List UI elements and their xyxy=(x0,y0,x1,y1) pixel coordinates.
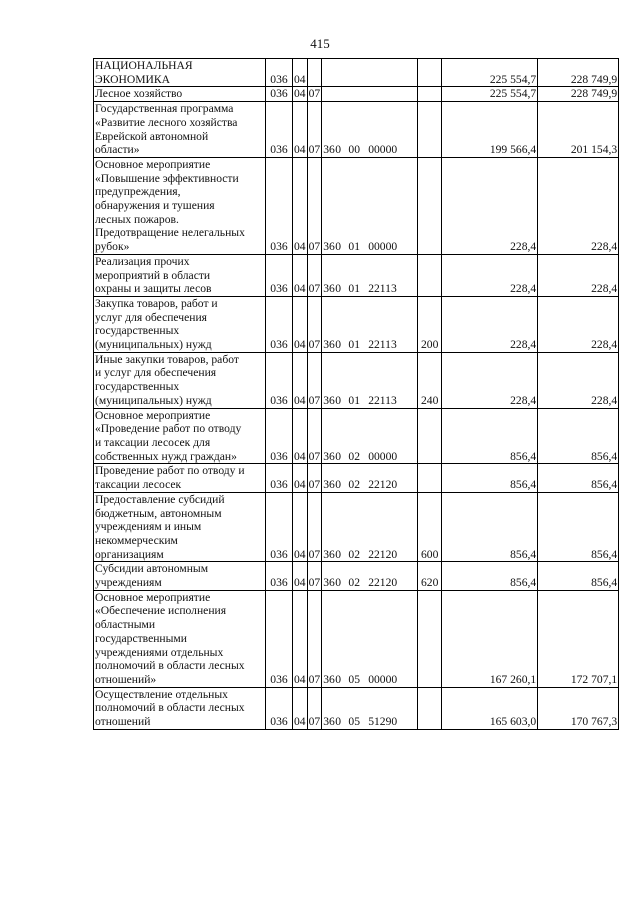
row-amount-year2: 172 707,1 xyxy=(538,590,619,687)
row-name-line: отношений» xyxy=(95,672,157,686)
target-article-part: 36 xyxy=(323,338,335,352)
row-name-line: государственных xyxy=(95,380,180,394)
row-target-article-code xyxy=(322,408,418,464)
row-name xyxy=(94,87,266,102)
row-grbs-code: 036 xyxy=(266,464,293,492)
row-amount-year2: 228,4 xyxy=(538,352,619,408)
target-article-part: 0 xyxy=(335,576,342,590)
table-row xyxy=(94,590,619,687)
target-article-part: 00000 xyxy=(368,672,398,686)
row-amount-year2: 228,4 xyxy=(538,296,619,352)
target-article-part: 01 xyxy=(348,338,360,352)
target-article-part: 00 xyxy=(348,143,360,157)
target-article-part: 0 xyxy=(335,715,342,729)
row-section-code: 04 xyxy=(294,87,306,101)
row-name-line: НАЦИОНАЛЬНАЯ xyxy=(95,59,193,72)
row-target-article-code xyxy=(322,254,418,296)
row-grbs-code: 036 xyxy=(266,296,293,352)
row-amount-year2: 856,4 xyxy=(538,562,619,590)
row-expense-type-code xyxy=(418,59,442,87)
target-article-part: 22120 xyxy=(368,478,398,492)
target-article-part: 36 xyxy=(323,478,335,492)
row-amount-year1: 856,4 xyxy=(442,492,538,562)
row-target-article-code xyxy=(322,296,418,352)
table-row xyxy=(94,352,619,408)
row-expense-type-code xyxy=(418,408,442,464)
row-name-line: лесных пожаров. xyxy=(95,212,179,226)
row-name-line: Предоставление субсидий xyxy=(95,492,225,506)
row-name-line: организациям xyxy=(95,547,164,561)
target-article-part: 00000 xyxy=(368,449,398,463)
target-article-part: 22113 xyxy=(368,338,397,352)
row-name-line: и таксации лесосек для xyxy=(95,435,211,449)
row-name-line: собственных нужд граждан» xyxy=(95,449,237,463)
row-amount-year1: 856,4 xyxy=(442,464,538,492)
row-name-line: услуг для обеспечения xyxy=(95,310,207,324)
row-amount-year2: 228 749,9 xyxy=(538,59,619,87)
row-name-line: полномочий в области лесных xyxy=(95,659,245,673)
row-name-line: Государственная программа xyxy=(95,102,234,116)
target-article-part: 36 xyxy=(323,547,335,561)
target-article-part: 0 xyxy=(335,338,342,352)
target-article-part: 36 xyxy=(323,143,335,157)
target-article-part: 02 xyxy=(348,547,360,561)
row-name-line: «Повышение эффективности xyxy=(95,171,239,185)
row-name-line: таксации лесосек xyxy=(95,478,182,492)
row-grbs-code: 036 xyxy=(266,254,293,296)
row-name-line: ЭКОНОМИКА xyxy=(95,72,171,86)
row-grbs-code: 036 xyxy=(266,492,293,562)
row-section-code: 04 xyxy=(293,464,308,492)
row-grbs-code: 036 xyxy=(266,102,293,158)
target-article-part: 51290 xyxy=(368,715,398,729)
row-name-line: Иные закупки товаров, работ xyxy=(95,352,239,366)
row-name xyxy=(94,352,266,408)
target-article-part: 36 xyxy=(323,393,335,407)
target-article-part: 02 xyxy=(348,478,360,492)
row-amount-year2: 228 749,9 xyxy=(538,87,619,102)
row-subsection-code: 07 xyxy=(307,687,322,729)
row-expense-type-code: 200 xyxy=(418,296,442,352)
row-name-line: Основное мероприятие xyxy=(95,157,211,171)
row-name xyxy=(94,102,266,158)
target-article-part: 01 xyxy=(348,240,360,254)
row-grbs-code: 036 xyxy=(266,562,293,590)
row-expense-type-code xyxy=(418,464,442,492)
row-name xyxy=(94,492,266,562)
row-name xyxy=(94,296,266,352)
row-section-code: 04 xyxy=(293,157,308,254)
row-amount-year2: 228,4 xyxy=(538,157,619,254)
row-name-line: Проведение работ по отводу и xyxy=(95,464,245,478)
budget-table xyxy=(93,58,619,730)
table-row xyxy=(94,254,619,296)
row-grbs-code: 036 xyxy=(266,157,293,254)
row-name-line: «Проведение работ по отводу xyxy=(95,422,242,436)
row-expense-type-code xyxy=(418,687,442,729)
row-expense-type-code: 600 xyxy=(418,492,442,562)
row-amount-year1: 167 260,1 xyxy=(442,590,538,687)
row-name-line: (муниципальных) нужд xyxy=(95,393,212,407)
row-subsection-code: 07 xyxy=(307,590,322,687)
row-name xyxy=(94,464,266,492)
target-article-part: 05 xyxy=(348,715,360,729)
target-article-part: 02 xyxy=(348,576,360,590)
row-subsection-code: 07 xyxy=(307,254,322,296)
row-section-code: 04 xyxy=(293,590,308,687)
row-amount-year2: 170 767,3 xyxy=(538,687,619,729)
target-article-part: 0 xyxy=(335,240,342,254)
target-article-part: 0 xyxy=(335,282,342,296)
row-name-line: «Обеспечение исполнения xyxy=(95,604,227,618)
target-article-part: 36 xyxy=(323,576,335,590)
row-name-line: мероприятий в области xyxy=(95,268,211,282)
target-article-part: 0 xyxy=(335,672,342,686)
row-section-code: 04 xyxy=(293,492,308,562)
row-name xyxy=(94,687,266,729)
row-grbs-code: 036 xyxy=(266,352,293,408)
row-subsection-code: 07 xyxy=(307,102,322,158)
row-subsection-code: 07 xyxy=(307,352,322,408)
target-article-part: 22113 xyxy=(368,282,397,296)
row-amount-year2: 856,4 xyxy=(538,464,619,492)
row-name xyxy=(94,157,266,254)
row-section-code: 04 xyxy=(293,59,308,87)
row-name-line: Осуществление отдельных xyxy=(95,687,228,701)
row-grbs-code: 036 xyxy=(266,408,293,464)
row-expense-type-code: 620 xyxy=(418,562,442,590)
target-article-part: 36 xyxy=(323,282,335,296)
target-article-part: 00000 xyxy=(368,240,398,254)
target-article-part: 36 xyxy=(323,715,335,729)
row-name xyxy=(94,408,266,464)
row-subsection-code: 07 xyxy=(307,296,322,352)
row-section-code: 04 xyxy=(293,687,308,729)
target-article-part: 22120 xyxy=(368,576,398,590)
row-target-article-code xyxy=(322,352,418,408)
row-target-article-code xyxy=(322,590,418,687)
table-row xyxy=(94,492,619,562)
row-amount-year1: 228,4 xyxy=(442,254,538,296)
target-article-part: 05 xyxy=(348,672,360,686)
row-subsection-code: 07 xyxy=(307,562,322,590)
row-section-code: 04 xyxy=(293,352,308,408)
row-target-article-code xyxy=(322,59,418,87)
row-amount-year2: 201 154,3 xyxy=(538,102,619,158)
table-row xyxy=(94,157,619,254)
row-name-line: государственными xyxy=(95,631,187,645)
row-expense-type-code xyxy=(418,87,442,102)
row-name-line: (муниципальных) нужд xyxy=(95,338,212,352)
target-article-part: 01 xyxy=(348,393,360,407)
row-name-line: государственных xyxy=(95,324,180,338)
target-article-part: 36 xyxy=(323,240,335,254)
row-target-article-code xyxy=(322,102,418,158)
target-article-part: 0 xyxy=(335,547,342,561)
row-name-line: предупреждения, xyxy=(95,185,181,199)
target-article-part: 01 xyxy=(348,282,360,296)
target-article-part: 22113 xyxy=(368,393,397,407)
row-name-line: и услуг для обеспечения xyxy=(95,366,217,380)
row-subsection-code: 07 xyxy=(307,492,322,562)
row-name-line: некоммерческим xyxy=(95,533,178,547)
row-name xyxy=(94,562,266,590)
row-name-line: «Развитие лесного хозяйства xyxy=(95,115,238,129)
target-article-part: 36 xyxy=(323,672,335,686)
row-grbs-code: 036 xyxy=(266,590,293,687)
row-name xyxy=(94,59,266,87)
row-name-line: Лесное хозяйство xyxy=(95,87,183,101)
row-target-article-code xyxy=(322,87,418,102)
row-amount-year1: 228,4 xyxy=(442,157,538,254)
target-article-part: 0 xyxy=(335,449,342,463)
target-article-part: 36 xyxy=(323,449,335,463)
row-amount-year2: 856,4 xyxy=(538,408,619,464)
row-name-line: полномочий в области лесных xyxy=(95,701,245,715)
row-name xyxy=(94,254,266,296)
row-amount-year1: 856,4 xyxy=(442,408,538,464)
row-name xyxy=(94,590,266,687)
row-name-line: учреждениям и иным xyxy=(95,520,202,534)
row-section-code: 04 xyxy=(293,562,308,590)
row-amount-year2: 228,4 xyxy=(538,254,619,296)
row-name-line: Предотвращение нелегальных xyxy=(95,226,245,240)
target-article-part: 00000 xyxy=(368,143,398,157)
row-expense-type-code xyxy=(418,102,442,158)
row-amount-year1: 228,4 xyxy=(442,352,538,408)
row-name-line: Реализация прочих xyxy=(95,254,190,268)
row-grbs-code: 036 xyxy=(266,59,293,87)
row-target-article-code xyxy=(322,464,418,492)
row-target-article-code xyxy=(322,687,418,729)
row-name-line: охраны и защиты лесов xyxy=(95,282,212,296)
row-amount-year1: 199 566,4 xyxy=(442,102,538,158)
row-target-article-code xyxy=(322,157,418,254)
target-article-part: 0 xyxy=(335,478,342,492)
row-name-line: учреждениям xyxy=(95,576,162,590)
row-subsection-code xyxy=(307,59,322,87)
table-row xyxy=(94,464,619,492)
row-grbs-code: 036 xyxy=(266,687,293,729)
table-row xyxy=(94,408,619,464)
table-row xyxy=(94,562,619,590)
row-name-line: учреждениями отдельных xyxy=(95,645,224,659)
row-section-code: 04 xyxy=(293,254,308,296)
row-name-line: обнаружения и тушения xyxy=(95,199,215,213)
row-amount-year1: 228,4 xyxy=(442,296,538,352)
row-name-line: бюджетным, автономным xyxy=(95,506,222,520)
row-name-line: рубок» xyxy=(95,240,130,254)
row-name-line: Основное мероприятие xyxy=(95,590,211,604)
row-amount-year2: 856,4 xyxy=(538,492,619,562)
row-section-code: 04 xyxy=(293,296,308,352)
row-subsection-code: 07 xyxy=(307,157,322,254)
row-subsection-code: 07 xyxy=(307,464,322,492)
row-section-code: 04 xyxy=(293,102,308,158)
row-expense-type-code: 240 xyxy=(418,352,442,408)
row-name-line: областными xyxy=(95,618,156,632)
row-grbs-code: 036 xyxy=(266,87,293,102)
table-row xyxy=(94,687,619,729)
table-row xyxy=(94,87,619,102)
target-article-part: 0 xyxy=(335,393,342,407)
row-name-line: Закупка товаров, работ и xyxy=(95,296,218,310)
row-expense-type-code xyxy=(418,254,442,296)
table-row xyxy=(94,102,619,158)
row-name-line: отношений xyxy=(95,715,151,729)
page-number: 415 xyxy=(310,36,330,51)
row-name-line: области» xyxy=(95,143,140,157)
target-article-part: 0 xyxy=(335,143,342,157)
row-subsection-code: 07 xyxy=(307,408,322,464)
table-row xyxy=(94,59,619,87)
row-name-line: Субсидии автономным xyxy=(95,562,209,576)
row-name-line: Основное мероприятие xyxy=(95,408,211,422)
row-section-code: 04 xyxy=(293,408,308,464)
row-target-article-code xyxy=(322,492,418,562)
target-article-part: 22120 xyxy=(368,547,398,561)
row-amount-year1: 856,4 xyxy=(442,562,538,590)
row-subsection-code: 07 xyxy=(308,87,321,101)
row-amount-year1: 225 554,7 xyxy=(442,87,538,102)
row-name-line: Еврейской автономной xyxy=(95,129,209,143)
target-article-part: 02 xyxy=(348,449,360,463)
row-target-article-code xyxy=(322,562,418,590)
row-amount-year1: 165 603,0 xyxy=(442,687,538,729)
table-row xyxy=(94,296,619,352)
row-expense-type-code xyxy=(418,157,442,254)
row-amount-year1: 225 554,7 xyxy=(442,59,538,87)
row-expense-type-code xyxy=(418,590,442,687)
